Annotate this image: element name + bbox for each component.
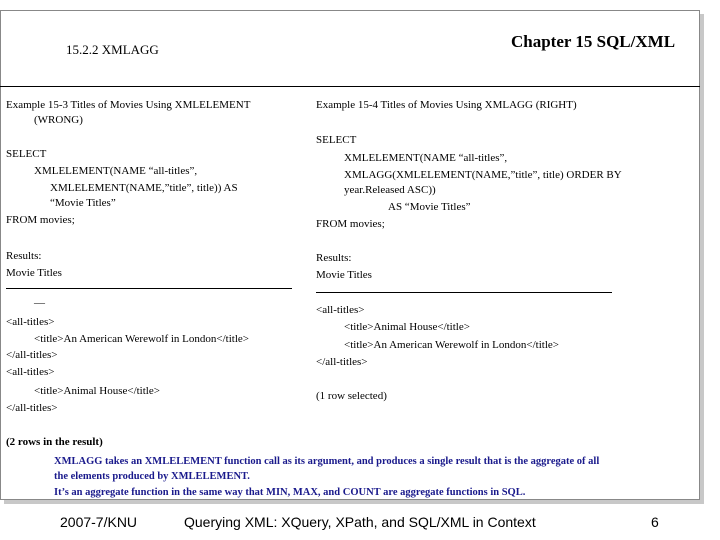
right-code-line: XMLELEMENT(NAME “all-titles”,	[344, 152, 508, 164]
left-results-label: Results:	[6, 250, 42, 262]
header-divider	[0, 86, 700, 87]
right-row-count: (1 row selected)	[316, 390, 387, 402]
left-result-line: <title>Animal House</title>	[34, 385, 160, 397]
left-caption-line2: (WRONG)	[34, 114, 83, 126]
left-rule-dash: —	[34, 297, 45, 309]
right-result-line: <all-titles>	[316, 304, 365, 316]
right-code-line: year.Released ASC))	[344, 184, 436, 196]
right-code-line: SELECT	[316, 134, 357, 146]
left-column-label: Movie Titles	[6, 267, 62, 279]
right-results-label: Results:	[316, 252, 352, 264]
right-column-label: Movie Titles	[316, 269, 372, 281]
left-code-line: XMLELEMENT(NAME,”title”, title)) AS	[50, 182, 238, 194]
footer-date: 2007-7/KNU	[60, 514, 138, 530]
left-result-line: <title>An American Werewolf in London</title>	[34, 333, 249, 345]
right-code-line: FROM movies;	[316, 218, 385, 230]
right-result-line: </all-titles>	[316, 356, 368, 368]
right-result-line: <title>An American Werewolf in London</title>	[344, 339, 559, 351]
left-result-line: </all-titles>	[6, 402, 58, 414]
left-result-line: <all-titles>	[6, 366, 55, 378]
right-code-line: AS “Movie Titles”	[388, 201, 471, 213]
left-result-line: </all-titles>	[6, 349, 58, 361]
left-code-line: FROM movies;	[6, 214, 75, 226]
footer-title: Querying XML: XQuery, XPath, and SQL/XML in Context	[184, 514, 536, 530]
right-code-line: XMLAGG(XMLELEMENT(NAME,”title”, title) ORDER BY	[344, 169, 622, 181]
note-line: It’s an aggregate function in the same way that MIN, MAX, and COUNT are aggregate functions in SQL.	[54, 487, 526, 498]
right-results-rule	[316, 292, 612, 293]
left-code-line: XMLELEMENT(NAME “all-titles”,	[34, 165, 198, 177]
left-result-line: <all-titles>	[6, 316, 55, 328]
right-result-line: <title>Animal House</title>	[344, 321, 470, 333]
chapter-title: Chapter 15 SQL/XML	[511, 32, 676, 51]
left-row-count: (2 rows in the result)	[6, 436, 103, 448]
right-caption: Example 15-4 Titles of Movies Using XMLAGG (RIGHT)	[316, 99, 577, 111]
section-title: 15.2.2 XMLAGG	[66, 42, 159, 57]
left-code-line: SELECT	[6, 148, 47, 160]
left-results-rule	[6, 288, 292, 289]
note-line: the elements produced by XMLELEMENT.	[54, 471, 250, 482]
page-number: 6	[651, 514, 659, 530]
left-code-line: “Movie Titles”	[50, 197, 116, 209]
note-line: XMLAGG takes an XMLELEMENT function call as its argument, and produces a single result that is the aggregate of all	[54, 456, 600, 467]
left-caption: Example 15-3 Titles of Movies Using XMLELEMENT	[6, 99, 251, 111]
